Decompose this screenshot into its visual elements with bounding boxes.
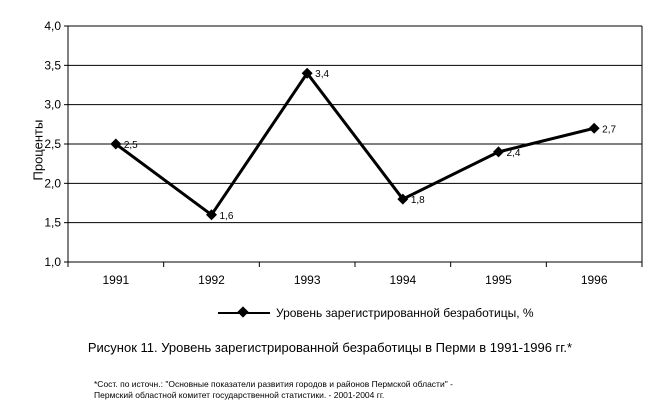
y-axis-label: Проценты [30, 119, 46, 181]
x-tick-label: 1991 [102, 273, 130, 287]
data-label: 2,4 [506, 147, 521, 159]
y-tick-label: 1,5 [44, 215, 61, 230]
figure-caption: Рисунок 11. Уровень зарегистрированной безработицы в Перми в 1991-1996 гг.* [87, 340, 573, 355]
legend-series-label: Уровень зарегистрированной безработицы, % [276, 306, 534, 320]
y-tick-label: 3,5 [44, 58, 61, 73]
x-tick-label: 1994 [389, 273, 417, 287]
data-label: 2,5 [123, 140, 138, 151]
source-note [94, 379, 453, 401]
y-tick-label: 4,0 [44, 19, 61, 33]
y-tick-label: 3,0 [44, 97, 61, 112]
legend-diamond-marker-icon [218, 306, 270, 320]
x-tick-labels [102, 273, 607, 287]
y-tick-label: 2,0 [44, 176, 61, 191]
grid-lines [68, 26, 642, 262]
y-tick-label: 1,0 [44, 255, 61, 269]
legend [218, 306, 534, 320]
x-tick-label: 1996 [580, 273, 608, 287]
source-line-2: Пермский областной комитет государственной статистики. - 2001-2004 гг. [94, 390, 385, 400]
data-labels [124, 69, 617, 222]
source-line-1: *Сост. по источн.: "Основные показатели развития городов и районов Пермской области" - [94, 379, 453, 389]
data-label: 3,4 [315, 69, 330, 81]
x-tick-label: 1995 [485, 273, 512, 287]
x-tick-label: 1993 [293, 273, 321, 287]
x-tick-label: 1992 [198, 273, 225, 287]
y-tick-label: 2,5 [44, 137, 61, 151]
data-point-diamond [589, 123, 600, 134]
y-tick-labels [44, 19, 61, 269]
data-point-diamond [493, 146, 504, 157]
data-label: 1,6 [219, 210, 234, 222]
data-label: 2,7 [602, 124, 617, 136]
axes [64, 26, 642, 267]
data-label: 1,8 [410, 195, 425, 207]
